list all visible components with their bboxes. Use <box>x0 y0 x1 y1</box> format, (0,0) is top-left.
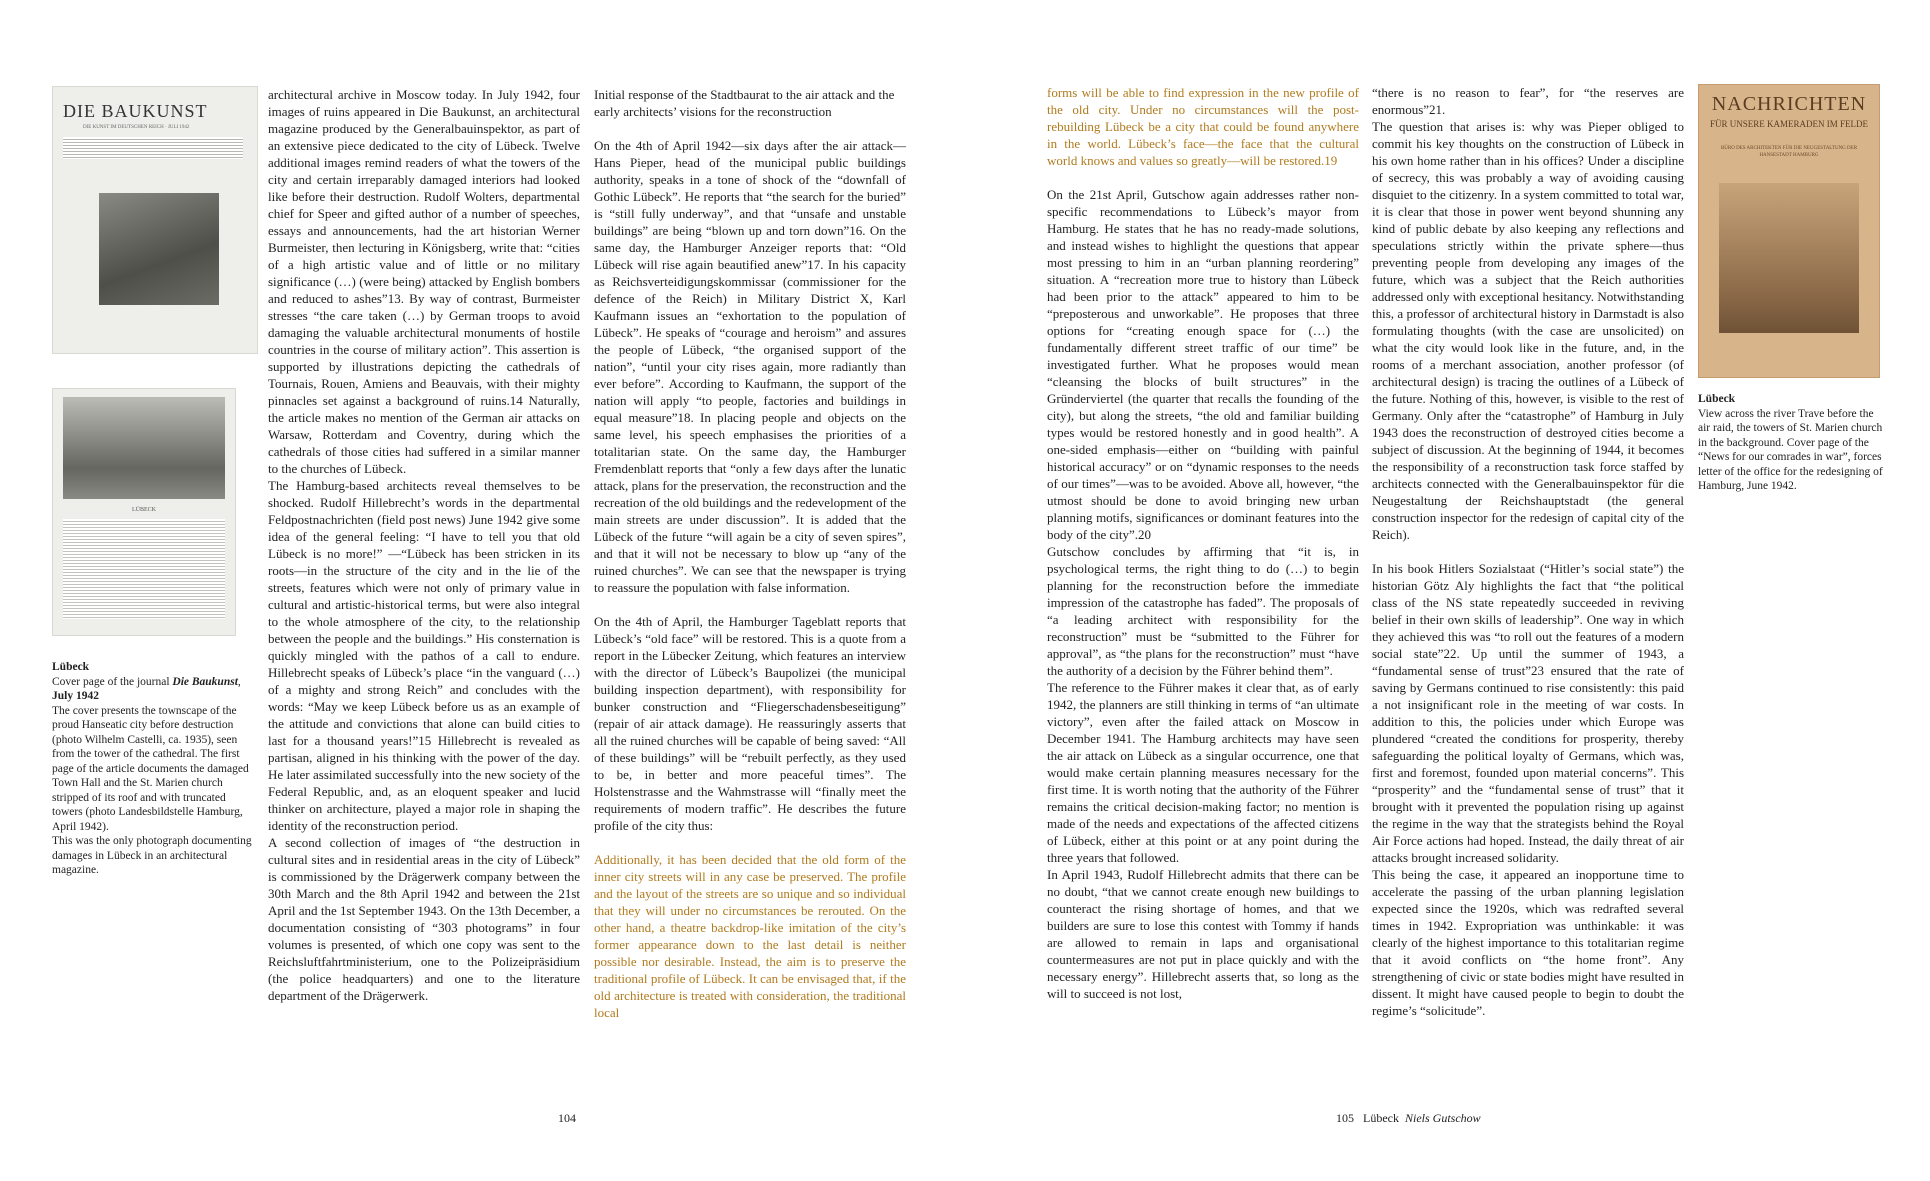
col4-paragraph: “there is no reason to fear”, for “the reserves are enormous”21. <box>1372 85 1684 117</box>
nachrichten-subtitle: FÜR UNSERE KAMERADEN IM FELDE <box>1709 119 1868 129</box>
baukunst-title: DIE BAUKUNST <box>63 101 208 121</box>
article-text-lines <box>63 519 225 619</box>
section-heading: Initial response of the Stadtbaurat to the air attack and the early architects’ visions for the reconstruction <box>594 87 895 119</box>
column-1 <box>268 86 580 1004</box>
right-caption <box>1698 392 1888 494</box>
author-name: Niels Gutschow <box>1404 1111 1481 1125</box>
page-footer-right <box>1336 1111 1481 1126</box>
block-quote: Additionally, it has been decided that the old form of the inner city streets will in any case be preserved. The profile and the layout of the streets are so unique and so individual that they will under no circumstances be rerouted. On the other hand, a theatre backdrop-like imitation of the city’s former appearance down to the last detail is neither possible nor desirable. Instead, the aim is to preserve the traditional profile of Lübeck. It can be envisaged that, if the old architecture is treated with consideration, the traditional local <box>594 852 906 1020</box>
baukunst-cover-photo <box>99 193 219 305</box>
col1-paragraph: A second collection of images of “the destruction in cultural sites and in residential areas in the city of Lübeck” is commissioned by the Drägerwerk company between the 30th March and the 8th April 1942 and between the 21st April and the 1st September 1943. On the 13th December, a documentation consisting of “303 photograms” in four volumes is presented, of which one copy was sent to the Reichsluftfahrtministerium, one to the Polizeipräsidium (the police headquarters) and one to the literature department of the Drägerwerk. <box>268 835 580 1003</box>
baukunst-subtitle: DIE KUNST IM DEUTSCHEN REICH · JULI 1942 <box>83 125 190 130</box>
caption-body-2: This was the only photograph documenting damages in Lübeck in an architectural magazine. <box>52 835 252 876</box>
caption-body: The cover presents the townscape of the proud Hanseatic city before destruction (photo Wilhelm Castelli, ca. 1935), seen from the tower of the cathedral. The first page of the article documents the damaged Town Hall and the St. Marien church stripped of its roof and with truncated towers (photo Landesbildstelle Hamburg, April 1942). <box>52 704 249 833</box>
col4-paragraph: The question that arises is: why was Pieper obliged to commit his key thoughts on the construction of Lübeck in his own home rather than in his offices? Under a discipline of secrecy, this was probably a way of avoiding causing disquiet to the citizenry. In a system committed to total war, it is clear that those in power went beyond shunning any kind of public debate by also keeping any reflections and speculations strictly within the private sphere—thus preventing people from developing any images of the future, which was a subject that the Reich authorities addressed only with exceptional hesitancy. Notwithstanding this, a professor of architectural history in Darmstadt is also formulating thoughts (with the case are unsolicited) on what the city would look like in the future, and, in the rooms of a merchant association, another professor (of architectural design) is tracing the outlines of a Lübeck of the future. Nothing of this, however, is visible to the rest of Germany. Only after the “catastrophe” of Hamburg in July 1943 does the reconstruction of destroyed cities become a subject of discussion. At the beginning of 1944, it becomes the responsibility of a reconstruction task force staffed by architects connected with the Generalbauinspektor für die Neugestaltung der Reichshauptstadt (the general construction inspector for the redesign of capital city of the Reich). <box>1372 119 1684 542</box>
page-number-right: 105 <box>1336 1111 1354 1125</box>
running-head: Lübeck <box>1363 1111 1399 1125</box>
caption-title-comma: , <box>237 675 241 688</box>
column-4 <box>1372 84 1684 1019</box>
block-quote-continued: forms will be able to find expression in the new profile of the old city. Under no circumstances will the post-rebuilding Lübeck be a city that could be found anywhere in the world. Lübeck’s face—the face that the cultural world knows and values so greatly—will be restored.19 <box>1047 85 1359 168</box>
baukunst-article-thumbnail <box>52 388 236 636</box>
article-heading: LÜBECK <box>132 507 156 513</box>
col4-paragraph: In his book Hitlers Sozialstaat (“Hitler’s social state”) the historian Götz Aly highlights the fact that “the political class of the NS state repeatedly succeeded in reviving belief in their own skills of leadership”. One way in which they achieved this was “to roll out the features of a modern social state”22. Up until the summer of 1943, a “fundamental sense of trust”23 ensured that the rate of saving by Germans continued to rise consistently: this paid a not insignificant role in the meeting of war costs. In addition to this, the policies under which Europe was plundered “created the conditions for prosperity, thereby safeguarding the political loyalty of Germans, which was, first and foremost, founded upon material concerns”. This “prosperity” and the “fundamental sense of trust” that it brought with it prevented the population rising up against the regime in the way that the strategists behind the Royal Air Force actions had hoped. Instead, the daily threat of air attacks brought increased solidarity. <box>1372 561 1684 865</box>
col2-paragraph: On the 4th of April 1942—six days after the air attack—Hans Pieper, head of the municipal public buildings authority, speaks in a tone of shock of the “downfall of Gothic Lübeck”. He reports that “the search for the buried” is “still fully underway”, and that “unsafe and unstable buildings” are being “blown up and torn down”16. On the same day, the Hamburger Anzeiger reports that: “Old Lübeck will rise again beautified anew”17. In his capacity as Reichsverteidigungskommissar (commissioner for the defence of the Reich) in Military District X, Karl Kaufmann issues an “exhortation to the population of Lübeck”. He speaks of “courage and heroism” and assures the people of Lübeck, “the organised support of the nation”, “until your city rises again, more radiantly than ever before”. According to Kaufmann, the support of the nation will apply “to people, factories and buildings in equal measure”18. In placing people and objects on the same level, his speech emphasises the priorities of a totalitarian state. On the same day, the Hamburger Fremdenblatt reports that “only a few days after the lunatic attack, plans for the preservation, the reconstruction and the recreation of the old buildings and the redevelopment of the main streets are under discussion”. It is added that the Lübeck of the future “will again be a city of seven spires”, and that it will not be necessary to blow up “any of the ruined churches”. We can see that the newspaper is trying to reassure the population with false information. <box>594 138 906 595</box>
col3-paragraph: On the 21st April, Gutschow again addresses rather non-specific recommendations to Lübeck’s mayor from Hamburg. He states that he has no ready-made solutions, and instead wishes to highlight the questions that appear most pressing to him in an “urban planning reordering” situation. A “recreation more true to history than Lübeck had been prior to the attack” appeared to him to be “preposterous and unworkable”. He proposes that three options for “creating enough space for (…) the fundamentally different street traffic of our time” be investigated further. What he proposes would mean “cleansing the blocks of built structures” in the Gründerviertel (the quarter that recalls the founding of the city), but along the streets, “the old and familiar building types would be restored honestly and in good health”. A one-sided emphasis—either on “building with painful historical accuracy” or on “dynamic responses to the needs of our times”—was to be avoided. Above all, however, “the utmost should be done to avoid bringing new urban planning motifs, significances or dominant features into the body of the city”.20 <box>1047 187 1359 542</box>
caption-title-prefix: Cover page of the journal <box>52 675 173 688</box>
col1-paragraph: architectural archive in Moscow today. In July 1942, four images of ruins appeared in Die Baukunst, an architectural magazine produced by the Generalbauinspektor, as part of an extensive piece dedicated to the city of Lübeck. Twelve additional images remind readers of what the towers of the city and certain irreparably damaged interiors had looked like before their destruction. Rudolf Wolters, departmental chief for Speer and gifted author of a number of speeches, essays and announcements, had the art historian Werner Burmeister, then lecturing in Königsberg, write that: “cities of a high artistic value and of little or no military significance (…) (were being) attacked by English bombers and reduced to ashes”13. By way of contrast, Burmeister stresses “the care taken (…) by German troops to avoid damaging the valuable architectural monuments of hostile countries in the course of military action”. This assertion is supported by illustrations depicting the cathedrals of Tournais, Rouen, Amiens and Beauvais, with their mighty pinnacles set against a background of ruins.14 Naturally, the article makes no mention of the German air attacks on Warsaw, Rotterdam and Coventry, during which the cathedrals of those cities had suffered in a similar manner to the churches of Lübeck. <box>268 87 580 476</box>
col3-paragraph: In April 1943, Rudolf Hillebrecht admits that there can be no doubt, “that we cannot create enough new buildings to counteract the rising shortage of homes, and that we builders are sure to lose this contest with Tommy if hands are allowed to remain in laps and organisational countermeasures are not put in place quickly and with the necessary energy”. Hillebrecht asserts that, so long as the will to succeed is not lost, <box>1047 867 1359 1001</box>
baukunst-cover-thumbnail <box>52 86 258 354</box>
col1-paragraph: The Hamburg-based architects reveal themselves to be shocked. Rudolf Hillebrecht’s words in the departmental Feldpostnachrichten (field post news) June 1942 give some idea of the general feeling: “I have to tell you that old Lübeck is no more!” —“Lübeck has been stricken in its roots—in the structure of the city and in the lie of the streets, features which were not only of primary value in cultural and artistic-historical terms, but were also integral to the whole atmosphere of the city, to the relationship between the people and the buildings.” His consternation is quickly mingled with the pathos of a call to endure. Hillebrecht speaks of Lübeck’s place “in the vanguard (…) of a mighty and strong Reich” and concludes with the words: “May we keep Lübeck before us as an example of the attitude and convictions that alone can build cities to last for a thousand years!”15 Hillebrecht is revealed as partisan, aligned in his thinking with the power of the day. He later assimilated successfully into the new society of the Federal Republic, and, as an eloquent speaker and lucid thinker on architecture, played a major role in shaping the identity of the reconstruction period. <box>268 478 580 833</box>
left-caption <box>52 660 257 878</box>
caption-journal: Die Baukunst <box>172 675 238 688</box>
nachrichten-office-line: BÜRO DES ARCHITEKTEN FÜR DIE NEUGESTALTUNG DER HANSESTADT HAMBURG <box>1720 146 1858 158</box>
col3-paragraph: Gutschow concludes by affirming that “it is, in psychological terms, the right thing to do (…) to begin planning for the reconstruction before the immediate impression of the catastrophe has faded”. The proposals of “a leading architect with responsibility for the reconstruction” must be “submitted to the Führer for approval”, as “the plans for the reconstruction” must “have the authority of a decision by the Führer behind them”. <box>1047 544 1359 678</box>
caption-title <box>52 675 257 690</box>
page-number-left: 104 <box>558 1111 576 1125</box>
col4-paragraph: This being the case, it appeared an inopportune time to accelerate the passing of the urban planning legislation expected since the 1920s, which was redrafted several times in 1942. Expropriation was unthinkable: it was clearly of the highest importance to this totalitarian regime that it avoid conflicts on “the home front”. Any strengthening of civic or state bodies might have resulted in dissent. It might have caused people to begin to doubt the regime’s “solicitude”. <box>1372 867 1684 1018</box>
column-2 <box>594 86 906 1021</box>
caption-date: July 1942 <box>52 690 99 702</box>
caption-body: View across the river Trave before the air raid, the towers of St. Marien church in the background. Cover page of the “News for our comrades in war”, forces letter of the office for the redesigning of Hamburg, June 1942. <box>1698 407 1883 492</box>
nachrichten-cover-thumbnail <box>1698 84 1880 378</box>
baukunst-text-lines <box>63 137 243 159</box>
nachrichten-photo <box>1719 183 1859 333</box>
col2-paragraph: On the 4th of April, the Hamburger Tageblatt reports that Lübeck’s “old face” will be restored. This is a quote from a report in the Lübecker Zeitung, which features an interview with the director of Lübeck’s Baupolizei (the municipal building inspection department), with responsibility for bunker construction and “Fliegerschadensbeseitigung” (repair of air attack damage). He reassuringly asserts that all the ruined churches will be capable of being saved: “All of these buildings” will be “rebuilt perfectly, as they used to be, in better and more peaceful times”. The Holstenstrasse and the Wahmstrasse will “finally meet the requirements of modern traffic”. He describes the future profile of the city thus: <box>594 614 906 833</box>
article-photo <box>63 397 225 499</box>
nachrichten-title: NACHRICHTEN <box>1711 93 1867 115</box>
caption-place: Lübeck <box>1698 393 1736 405</box>
caption-place: Lübeck <box>52 661 90 673</box>
column-3 <box>1047 84 1359 1002</box>
col3-paragraph: The reference to the Führer makes it clear that, as of early 1942, the planners are still thinking in terms of “an ultimate victory”, even after the failed attack on Moscow in December 1941. The Hamburg architects may have seen the air attack on Lübeck as a singular occurrence, one that would make certain planning measures necessary for the first time. It is worth noting that the authority of the Führer remains the critical decision-making factor; no mention is made of the needs and expectations of the affected citizens of Lübeck, either at this point or at any point during the three years that followed. <box>1047 680 1359 865</box>
